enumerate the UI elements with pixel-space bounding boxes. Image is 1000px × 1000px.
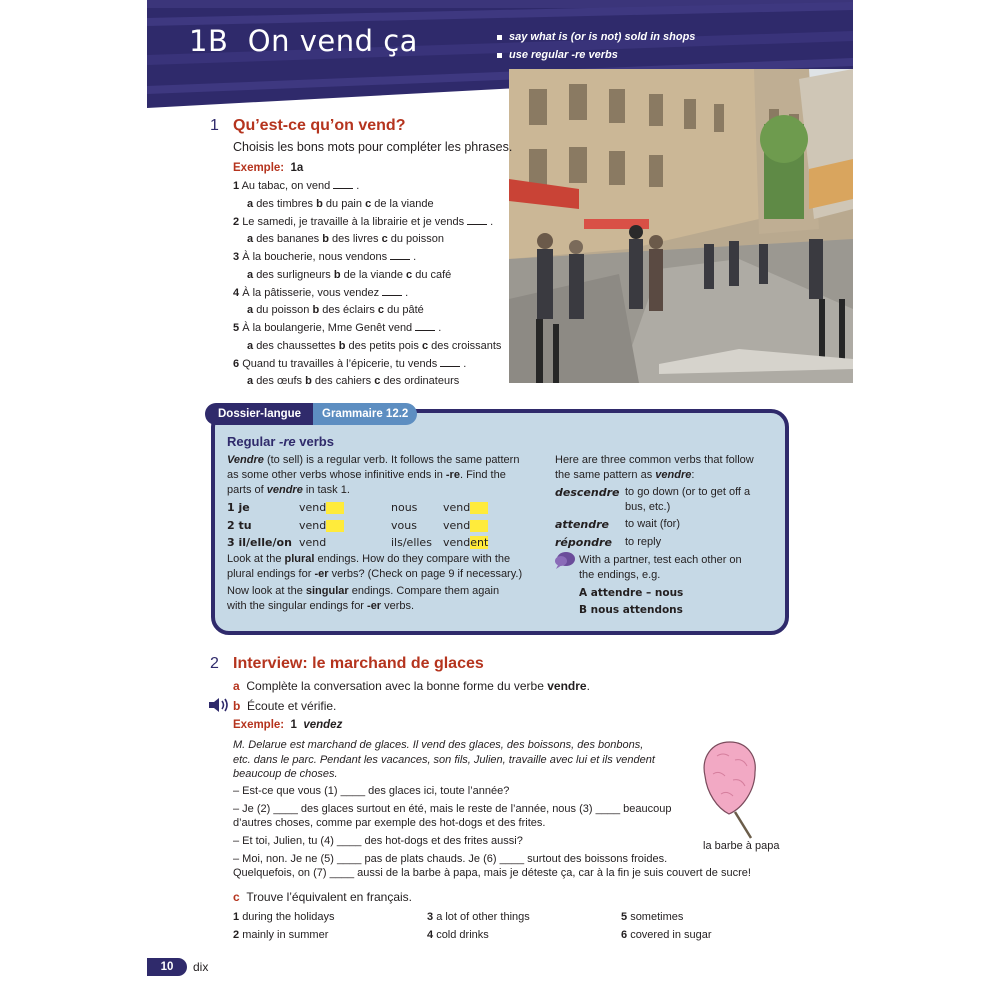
question-number: 3	[233, 251, 240, 263]
item-text: mainly in summer	[242, 929, 329, 941]
option-letter: b	[305, 375, 312, 387]
ending-highlight	[470, 502, 488, 514]
unit-objectives	[497, 28, 695, 64]
meaning-line: bus, etc.)	[625, 501, 671, 513]
option-letter: a	[247, 304, 254, 316]
option-letter: c	[421, 339, 429, 352]
exercise-2-number: 2	[210, 655, 219, 672]
verb-1-infinitive: descendre	[555, 486, 620, 499]
item-number: 4	[427, 929, 434, 941]
answer-blank	[467, 216, 487, 225]
option-c: des ordinateurs	[383, 375, 460, 387]
meaning-line: to go down (or to get off a	[625, 486, 751, 498]
dialogue-line-1: – Est-ce que vous (1) ____ des glaces ici, toute l’année?	[233, 785, 510, 797]
conj-plural-person-2: vous	[391, 518, 417, 532]
option-a: des bananes	[256, 233, 320, 245]
question-text: À la pâtisserie, vous vendez	[242, 286, 380, 299]
answer-blank	[440, 358, 460, 367]
question-text: À la boulangerie, Mme Genêt vend	[242, 322, 413, 334]
translation-item-5	[621, 910, 683, 925]
item-text: during the holidays	[242, 911, 335, 923]
option-letter: b	[338, 339, 346, 352]
option-b: des livres	[332, 233, 379, 245]
grammar-singular-note: Now look at the singular endings. Compare them again with the singular endings for -er verbs.	[227, 585, 500, 612]
exercise-2b: b Écoute et vérifie.	[233, 699, 337, 713]
item-text: sometimes	[630, 911, 684, 923]
grammar-right-intro: Here are three common verbs that follow the same pattern as vendre:	[555, 454, 754, 481]
partner-instruction: With a partner, test each other on the endings, e.g.	[579, 554, 742, 581]
exercise-2-title: Interview: le marchand de glaces	[233, 655, 484, 672]
dialogue-line-4: – Et toi, Julien, tu (4) ____ des hot-dogs et des frites aussi?	[233, 835, 523, 847]
option-letter: a	[247, 268, 254, 281]
option-a: des œufs	[256, 375, 303, 387]
grammar-intro-line-1: Vendre (to sell) is a regular verb. It follows the same pattern	[227, 454, 520, 466]
option-a: des timbres	[256, 197, 314, 210]
conj-stem: vend	[443, 536, 471, 549]
grammaire-reference-tab: Grammaire 12.2	[313, 403, 417, 425]
translation-item-2	[233, 928, 328, 943]
grammar-intro	[227, 453, 519, 498]
question-5: 5 À la boulangerie, Mme Genêt vend .	[233, 322, 442, 334]
objective-1: say what is (or is not) sold in shops	[497, 28, 695, 46]
option-c: du poisson	[390, 233, 444, 245]
dialogue-line-3: d’autres choses, comme par exemple des hot-dogs et des frites.	[233, 817, 546, 829]
partner-example-a: A attendre – nous	[579, 587, 684, 599]
cotton-candy-caption: la barbe à papa	[703, 840, 780, 852]
dialogue-line-5: – Moi, non. Je ne (5) ____ pas de plats chauds. Je (6) ____ surtout des boissons froides.	[233, 853, 668, 865]
meaning-line: to reply	[625, 536, 662, 548]
grammar-intro-line-2: as some other verbs whose infinitive ends in -re. Find the	[227, 469, 506, 481]
question-text: À la boucherie, nous vendons	[242, 251, 388, 263]
option-letter: a	[247, 233, 254, 245]
item-text: a lot of other things	[436, 911, 530, 923]
ending-highlight	[326, 502, 344, 514]
conj-singular-form-3	[299, 535, 326, 550]
page-number: 10	[147, 958, 187, 976]
question-3: 3 À la boucherie, nous vendons .	[233, 251, 417, 263]
question-2: 2 Le samedi, je travaille à la librairie et je vends .	[233, 215, 494, 228]
question-3-options	[247, 269, 451, 281]
verb-3-infinitive: répondre	[555, 536, 612, 549]
option-b: des éclairs	[322, 304, 375, 316]
audio-speaker-icon[interactable]	[209, 698, 231, 712]
verb-2-meaning	[625, 517, 680, 532]
translation-item-1	[233, 910, 335, 925]
question-4-options	[247, 304, 424, 316]
item-number: 6	[621, 929, 628, 941]
question-4: 4 À la pâtisserie, vous vendez .	[233, 286, 409, 299]
item-number: 2	[233, 929, 240, 941]
meaning-line: to wait (for)	[625, 518, 681, 530]
question-text: Quand tu travailles à l’épicerie, tu vends	[242, 357, 438, 370]
option-letter: b	[333, 268, 341, 281]
exercise-1-example: Exemple: 1a	[233, 162, 304, 174]
question-2-options	[247, 233, 444, 245]
option-b: des cahiers	[314, 375, 372, 387]
question-1-options	[247, 198, 434, 210]
item-number: 5	[621, 911, 628, 923]
verb-2-infinitive: attendre	[555, 518, 609, 531]
conj-person-1: 1 je	[227, 501, 250, 514]
exercise-1-instruction: Choisis les bons mots pour compléter les phrases.	[233, 140, 513, 154]
option-letter: b	[316, 197, 323, 210]
question-6-options	[247, 375, 459, 387]
option-letter: c	[365, 197, 372, 210]
conj-person-3: 3 il/elle/on	[227, 536, 292, 549]
item-text: covered in sugar	[630, 929, 712, 941]
grammar-title: Regular -re verbs	[227, 434, 334, 449]
answer-blank	[390, 251, 410, 260]
exercise-2c: c Trouve l’équivalent en français.	[233, 890, 413, 904]
question-number: 6	[233, 357, 240, 370]
conj-singular-form-2	[299, 518, 344, 533]
translation-item-3	[427, 910, 530, 925]
question-5-options	[247, 340, 501, 352]
answer-blank	[415, 322, 435, 331]
cotton-candy-illustration	[699, 738, 761, 840]
grammar-intro-line-3: parts of vendre in task 1.	[227, 484, 350, 496]
grammar-plural-note: Look at the plural endings. How do they compare with the plural endings for -er verbs? (Check on page 9 if necessary.)	[227, 553, 523, 580]
option-a: du poisson	[256, 304, 310, 316]
option-a: des surligneurs	[256, 268, 331, 281]
unit-title: 1B On vend ça	[189, 24, 418, 58]
item-text: cold drinks	[436, 929, 489, 941]
option-letter: b	[322, 233, 329, 245]
conj-singular-form-1	[299, 500, 344, 515]
paris-street-photo	[509, 69, 853, 383]
item-number: 1	[233, 911, 240, 923]
ending-highlight	[470, 520, 488, 532]
exercise-2-intro: M. Delarue est marchand de glaces. Il vend des glaces, des boissons, des bonbons, etc. dans le parc. Pendant les vacances, son fils, Julien, travaille avec lui et ils vendent beaucoup de choses.	[233, 739, 655, 780]
conj-ending: ent	[470, 536, 489, 549]
dialogue-line-6: Quelquefois, on (7) ____ aussi de la barbe à papa, mais je déteste ça, car à la fin je suis couvert de sucre!	[233, 867, 751, 879]
item-number: 3	[427, 911, 434, 923]
option-letter: c	[374, 375, 381, 387]
page-number-word: dix	[193, 960, 209, 974]
question-number: 1	[233, 180, 240, 192]
option-letter: a	[247, 339, 254, 352]
conj-plural-person-3: ils/elles	[391, 536, 432, 549]
question-text: Au tabac, on vend	[241, 180, 331, 192]
option-b: des petits pois	[348, 339, 419, 352]
option-c: du café	[415, 268, 452, 281]
conj-stem: vend	[443, 518, 471, 532]
dialogue-line-2: – Je (2) ____ des glaces surtout en été, mais le reste de l’année, nous (3) ____ beaucoup	[233, 803, 672, 815]
textbook-page	[147, 0, 853, 1000]
option-c: du pâté	[387, 304, 424, 316]
exercise-2-example: Exemple: 1 vendez	[233, 719, 343, 731]
question-1: 1 Au tabac, on vend .	[233, 180, 360, 192]
question-number: 5	[233, 322, 240, 334]
conj-stem: vend	[299, 518, 327, 532]
question-6: 6 Quand tu travailles à l’épicerie, tu vends .	[233, 357, 467, 370]
option-letter: a	[247, 375, 254, 387]
ending-highlight	[326, 520, 344, 532]
conj-plural-person-1: nous	[391, 501, 418, 514]
conj-stem: vend	[299, 501, 327, 514]
answer-blank	[333, 180, 353, 189]
translation-item-4	[427, 928, 489, 943]
exercise-1-title: Qu’est-ce qu’on vend?	[233, 117, 406, 134]
translation-item-6	[621, 928, 712, 943]
verb-3-meaning	[625, 535, 661, 550]
question-number: 2	[233, 215, 240, 228]
answer-blank	[382, 287, 402, 296]
option-b: du pain	[325, 197, 362, 210]
conj-plural-form-2	[443, 518, 488, 533]
exercise-1-number: 1	[210, 117, 219, 134]
conj-person-2: 2 tu	[227, 518, 252, 532]
option-letter: a	[247, 197, 254, 210]
question-text: Le samedi, je travaille à la librairie et je vends	[242, 215, 465, 228]
exercise-2a: a Complète la conversation avec la bonne forme du verbe vendre.	[233, 679, 590, 693]
option-c: de la viande	[374, 197, 434, 210]
speech-bubbles-icon	[554, 551, 576, 569]
objective-2: use regular -re verbs	[497, 46, 695, 64]
dossier-langue-tab: Dossier-langue	[205, 403, 314, 425]
option-letter: c	[381, 233, 388, 245]
option-letter: c	[377, 304, 385, 316]
option-letter: b	[312, 304, 320, 316]
partner-example-b: B nous attendons	[579, 604, 683, 616]
option-b: de la viande	[343, 268, 403, 281]
option-a: des chaussettes	[256, 339, 336, 352]
question-number: 4	[233, 286, 240, 299]
conj-stem: vend	[299, 536, 327, 549]
conj-stem: vend	[443, 501, 471, 514]
verb-1-meaning	[625, 485, 750, 515]
conj-plural-form-1	[443, 500, 488, 515]
option-c: des croissants	[431, 339, 502, 352]
conj-plural-form-3	[443, 535, 488, 550]
option-letter: c	[406, 268, 413, 281]
